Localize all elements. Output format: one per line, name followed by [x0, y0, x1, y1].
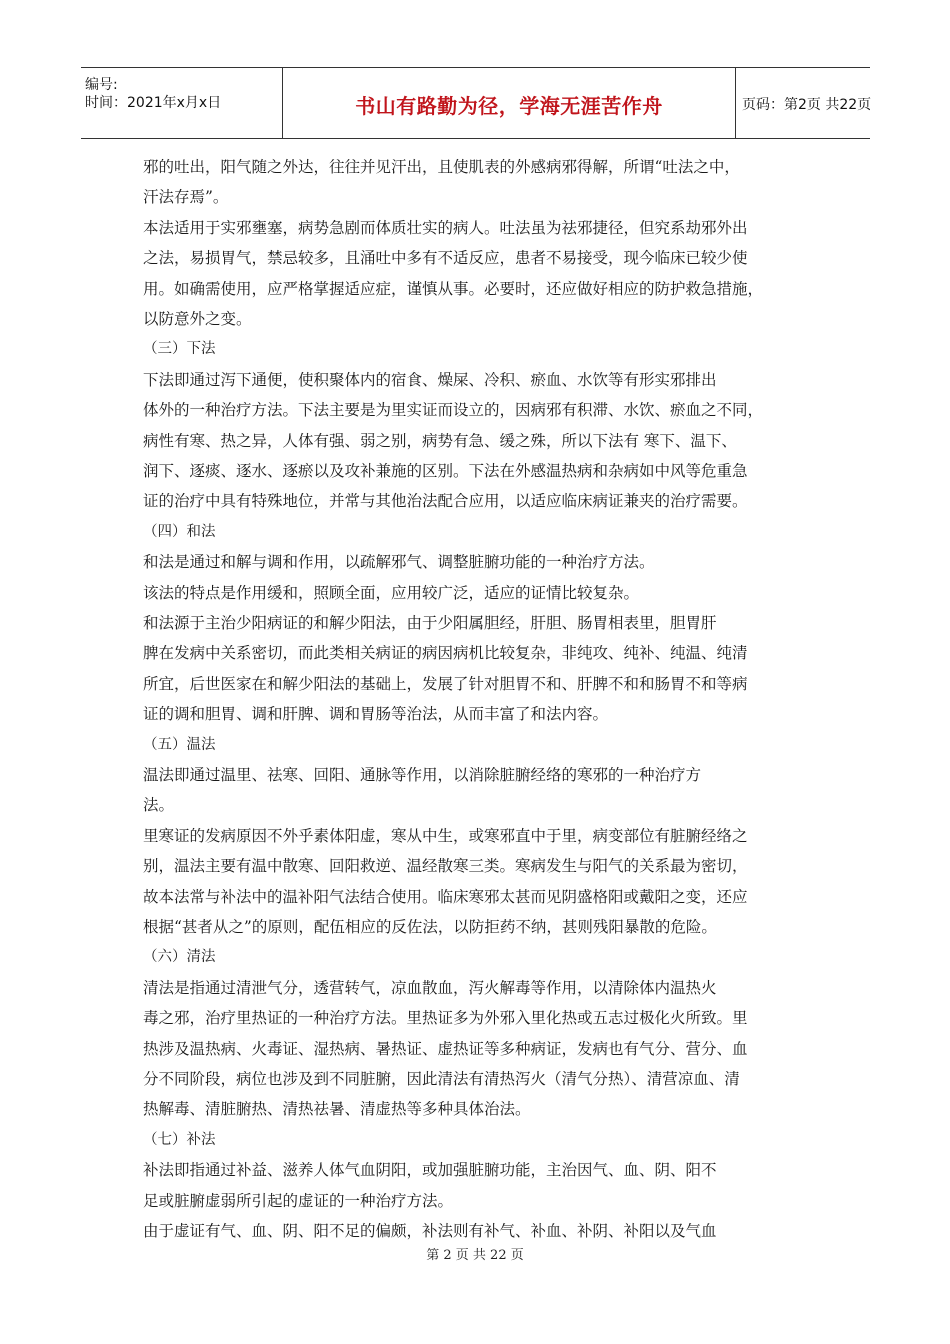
header-motto-cell: [283, 68, 736, 138]
text-line: 下法即通过泻下通便，使积聚体内的宿食、燥屎、冷积、瘀血、水饮等有形实邪排出: [143, 371, 717, 389]
text-line: 之法，易损胃气，禁忌较多，且涌吐中多有不适反应，患者不易接受，现今临床已较少使: [143, 249, 748, 267]
text-line: 用。如确需使用，应严格掌握适应症，谨慎从事。必要时，还应做好相应的防护救急措施，: [143, 280, 764, 298]
motto-text: 书山有路勤为径，学海无涯苦作舟: [355, 94, 663, 118]
text-line: 邪的吐出，阳气随之外达，往往并见汗出，且使肌表的外感病邪得解，所谓“吐法之中，: [143, 158, 740, 176]
section-heading: （四）和法: [143, 524, 216, 540]
section-heading: （三）下法: [143, 341, 216, 357]
text-line: 体外的一种治疗方法。下法主要是为里实证而设立的，因病邪有积滞、水饮、瘀血之不同，: [143, 401, 764, 419]
text-line: 足或脏腑虚弱所引起的虚证的一种治疗方法。: [143, 1192, 454, 1210]
serial-number-label: 编号:: [85, 77, 118, 93]
header-meta-cell: [81, 68, 283, 138]
text-line: 法。: [143, 796, 175, 814]
text-line: 以防意外之变。: [143, 310, 252, 328]
text-line: 热涉及温热病、火毒证、湿热病、暑热证、虚热证等多种病证，发病也有气分、营分、血: [143, 1040, 748, 1058]
date-label: 时间：2021年x月x日: [85, 95, 222, 111]
text-line: 病性有寒、热之异，人体有强、弱之别，病势有急、缓之殊，所以下法有 寒下、温下、: [143, 432, 737, 450]
text-line: 温法即通过温里、祛寒、回阳、通脉等作用，以消除脏腑经络的寒邪的一种治疗方: [143, 766, 702, 784]
section-heading: （五）温法: [143, 737, 216, 753]
text-line: 证的调和胆胃、调和肝脾、调和胃肠等治法，从而丰富了和法内容。: [143, 705, 609, 723]
text-line: 别，温法主要有温中散寒、回阳救逆、温经散寒三类。寒病发生与阳气的关系最为密切，: [143, 857, 748, 875]
text-line: 补法即指通过补益、滋养人体气血阴阳，或加强脏腑功能，主治因气、血、阴、阳不: [143, 1161, 717, 1179]
text-line: 分不同阶段，病位也涉及到不同脏腑，因此清法有清热泻火（清气分热）、清营凉血、清: [143, 1070, 740, 1088]
text-line: 和法源于主治少阳病证的和解少阳法，由于少阳属胆经，肝胆、肠胃相表里，胆胃肝: [143, 614, 717, 632]
text-line: 热解毒、清脏腑热、清热祛暑、清虚热等多种具体治法。: [143, 1100, 531, 1118]
text-line: 清法是指通过清泄气分，透营转气，凉血散血，泻火解毒等作用，以清除体内温热火: [143, 979, 717, 997]
text-line: 和法是通过和解与调和作用，以疏解邪气、调整脏腑功能的一种治疗方法。: [143, 553, 655, 571]
text-line: 该法的特点是作用缓和，照顾全面，应用较广泛，适应的证情比较复杂。: [143, 584, 640, 602]
header-page-cell: [736, 68, 870, 138]
text-line: 证的治疗中具有特殊地位，并常与其他治法配合应用，以适应临床病证兼夹的治疗需要。: [143, 492, 748, 510]
text-line: 根据“甚者从之”的原则，配伍相应的反佐法，以防拒药不纳，甚则残阳暴散的危险。: [143, 918, 717, 936]
text-line: 本法适用于实邪壅塞，病势急剧而体质壮实的病人。吐法虽为祛邪捷径，但究系劫邪外出: [143, 219, 748, 237]
page-info: 页码：第2页 共22页: [742, 97, 872, 113]
text-line: 故本法常与补法中的温补阳气法结合使用。临床寒邪太甚而见阴盛格阳或戴阳之变，还应: [143, 888, 748, 906]
text-line: 润下、逐痰、逐水、逐瘀以及攻补兼施的区别。下法在外感温热病和杂病如中风等危重急: [143, 462, 748, 480]
header-table: [81, 67, 870, 139]
section-heading: （六）清法: [143, 949, 216, 965]
page-footer: 第 2 页 共 22 页: [426, 1248, 524, 1263]
text-line: 汗法存焉”。: [143, 188, 229, 206]
text-line: 脾在发病中关系密切，而此类相关病证的病因病机比较复杂，非纯攻、纯补、纯温、纯清: [143, 644, 748, 662]
text-line: 毒之邪，治疗里热证的一种治疗方法。里热证多为外邪入里化热或五志过极化火所致。里: [143, 1009, 748, 1027]
section-heading: （七）补法: [143, 1132, 216, 1148]
text-line: 由于虚证有气、血、阴、阳不足的偏颇，补法则有补气、补血、补阴、补阳以及气血: [143, 1222, 717, 1240]
text-line: 里寒证的发病原因不外乎素体阳虚，寒从中生，或寒邪直中于里，病变部位有脏腑经络之: [143, 827, 748, 845]
text-line: 所宜，后世医家在和解少阳法的基础上，发展了针对胆胃不和、肝脾不和和肠胃不和等病: [143, 675, 748, 693]
